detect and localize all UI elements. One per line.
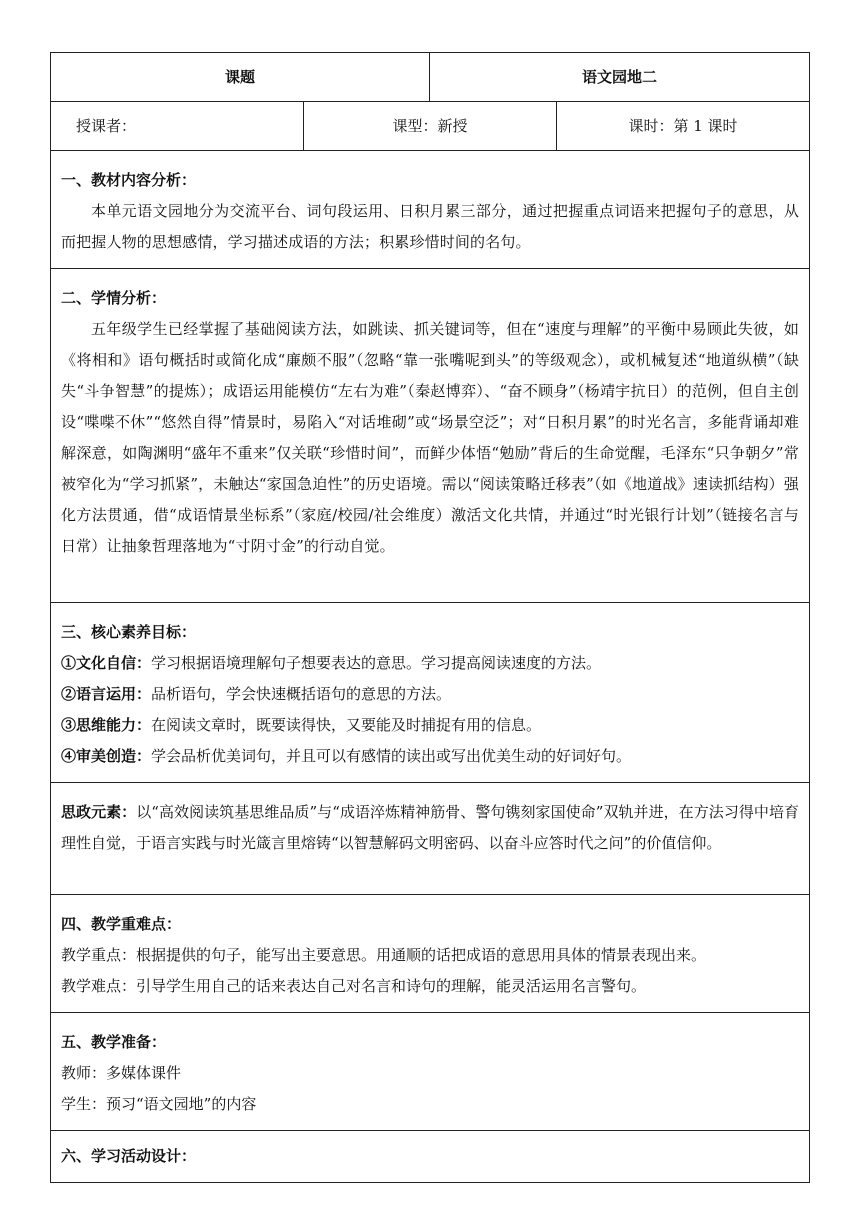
- lesson-plan-document: [50, 52, 809, 1183]
- difficulty: 教学难点：引导学生用自己的话来表达自己对名言和诗句的理解，能灵活运用名言警句。: [61, 977, 647, 995]
- section1-heading: 一、教材内容分析：: [61, 171, 197, 189]
- section-student-analysis: [51, 269, 810, 603]
- topic-row: [51, 53, 810, 102]
- section1-text: 本单元语文园地分为交流平台、词句段运用、日积月累三部分，通过把握重点词语来把握句子的意思，从而把握人物的思想感情，学习描述成语的方法；积累珍惜时间的名句。: [61, 202, 800, 251]
- goal-item: [61, 648, 799, 679]
- teacher-label: 授课者：: [51, 102, 304, 151]
- goal-label: ②语言运用：: [61, 685, 152, 703]
- section-core-goals: [51, 603, 810, 783]
- key-point: 教学重点：根据提供的句子，能写出主要意思。用通顺的话把成语的意思用具体的情景表现出来。: [61, 946, 707, 964]
- section5-heading: 五、教学准备：: [61, 1033, 167, 1051]
- lesson-plan-table: [50, 52, 810, 1183]
- topic-label: 课题: [51, 53, 430, 102]
- info-row: [51, 102, 810, 151]
- goal-item: [61, 679, 799, 710]
- section-key-difficulties: [51, 895, 810, 1013]
- teacher-prep: 教师：多媒体课件: [61, 1064, 182, 1082]
- topic-value: 语文园地二: [430, 53, 810, 102]
- section-preparation: [51, 1013, 810, 1131]
- section-activity-design: [51, 1131, 810, 1183]
- section2-heading: 二、学情分析：: [61, 289, 167, 307]
- goal-item: [61, 710, 799, 741]
- goal-label: ①文化自信：: [61, 654, 152, 672]
- goal-text: 学会品析优美词句，并且可以有感情的读出或写出优美生动的好词好句。: [151, 747, 632, 765]
- student-prep: 学生：预习“语文园地”的内容: [61, 1095, 257, 1113]
- goal-text: 在阅读文章时，既要读得快，又要能及时捕捉有用的信息。: [151, 716, 542, 734]
- section6-heading: 六、学习活动设计：: [61, 1147, 197, 1165]
- section2-text: 五年级学生已经掌握了基础阅读方法，如跳读、抓关键词等，但在“速度与理解”的平衡中易顾此失彼，如《将相和》语句概括时或简化成“廉颇不服”（忽略“靠一张嘴呢到头”的等级观念），或机械复述“地道纵横”（缺失“斗争智慧”的提炼）；成语运用能模仿“左右为难”（秦赵博弈）、“奋不顾身”（杨靖宇抗日）的范例，但自主创设“喋喋不休”“悠然自得”情景时，易陷入“对话堆砌”或“场景空泛”；对“日积月累”的时光名言，多能背诵却难解深意，如陶渊明“盛年不重来”仅关联“珍惜时间”，而鲜少体悟“勉励”背后的生命觉醒，毛泽东“只争朝夕”常被窄化为“学习抓紧”，未触达“家国急迫性”的历史语境。需以“阅读策略迁移表”（如《地道战》速读抓结构）强化方法贯通，借“成语情景坐标系”（家庭/校园/社会维度）激活文化共情，并通过“时光银行计划”（链接名言与日常）让抽象哲理落地为“寸阴寸金”的行动自觉。: [61, 320, 800, 555]
- goal-item: [61, 741, 799, 772]
- section-ideology: [51, 783, 810, 895]
- goal-label: ③思维能力：: [61, 716, 152, 734]
- section3-heading: 三、核心素养目标：: [61, 623, 197, 641]
- lesson-period: 课时：第 1 课时: [557, 102, 810, 151]
- goal-text: 学习根据语境理解句子想要表达的意思。学习提高阅读速度的方法。: [151, 654, 602, 672]
- section-textbook-analysis: [51, 151, 810, 269]
- ideology-label: 思政元素：: [61, 803, 137, 821]
- goal-text: 品析语句，学会快速概括语句的意思的方法。: [151, 685, 452, 703]
- goal-label: ④审美创造：: [61, 747, 152, 765]
- ideology-text: 以“高效阅读筑基思维品质”与“成语淬炼精神筋骨、警句镌刻家国使命”双轨并进，在方法习得中培育理性自觉，于语言实践与时光箴言里熔铸“以智慧解码文明密码、以奋斗应答时代之问”的价值信仰。: [61, 803, 800, 852]
- section4-heading: 四、教学重难点：: [61, 915, 182, 933]
- lesson-type: 课型：新授: [304, 102, 557, 151]
